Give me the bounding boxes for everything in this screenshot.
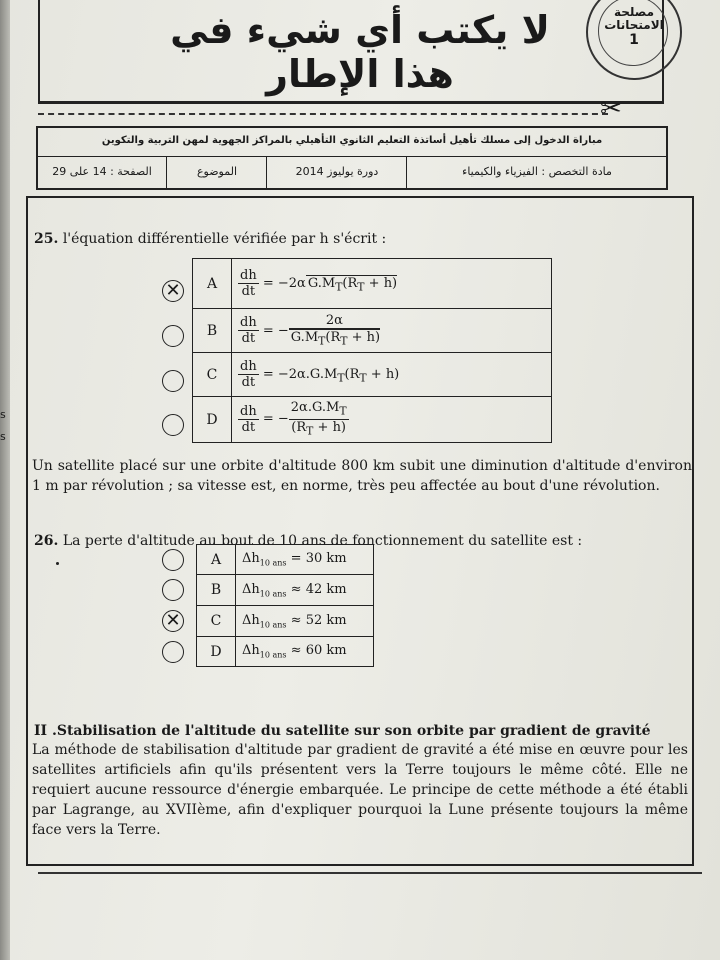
option-value-b: $\Delta h_{10 ans} \approx 42$ km <box>236 575 374 606</box>
q26-options-table <box>196 544 374 667</box>
option-row <box>197 545 374 575</box>
option-value-a: $\Delta h_{10 ans} = 30$ km <box>236 545 374 575</box>
option-row <box>193 309 552 353</box>
banner-title: لا يكتب أي شيء في هذا الإطار <box>170 8 550 96</box>
session-label: دورة يوليوز 2014 <box>266 156 407 188</box>
margin-mark: s <box>0 408 6 421</box>
specialty-label: مادة التخصص : الفيزياء والكيمياء <box>406 156 667 188</box>
answer-checkbox-26-c[interactable]: ✕ <box>162 610 184 632</box>
exam-title-line: مباراة الدخول إلى مسلك تأهيل أساتذة التعليم الثانوي التأهيلي بالمراكز الجهوية لمهن التربية والتكوين <box>38 128 666 157</box>
option-row <box>193 397 552 443</box>
question-text: l'équation différentielle vérifiée par h s'écrit : <box>62 231 387 247</box>
answer-checkbox-25-c[interactable] <box>162 370 184 392</box>
section-2-text: La méthode de stabilisation d'altitude par gradient de gravité a été mise en œuvre pour les satellites artificiels afin qu'ils présentent vers la Terre toujours le même côté. Elle ne requiert aucune ressource d'énergie embarquée. Le principe de cette méthode a été établi par Lagrange, au XVIIème, afin d'expliquer pourquoi la Lune présente toujours la même face vers la Terre. <box>32 742 688 838</box>
option-row <box>193 353 552 397</box>
margin-mark: s <box>0 430 6 443</box>
option-letter: B <box>197 575 236 606</box>
answer-checkbox-26-a[interactable] <box>162 549 184 571</box>
answer-checkbox-26-b[interactable] <box>162 579 184 601</box>
option-formula-b: $\frac{dh}{dt}$ = − $\frac{2\alpha}{G.M_T(R_T + h)}$ <box>232 309 552 353</box>
question-number: 26. <box>34 533 59 549</box>
page-number: الصفحة : 14 على 29 <box>52 165 152 178</box>
subject-label: الموضوع <box>166 156 267 188</box>
answer-checkbox-25-a[interactable]: ✕ <box>162 280 184 302</box>
answer-checkbox-25-b[interactable] <box>162 325 184 347</box>
option-letter: D <box>197 637 236 667</box>
q25-options-table <box>192 258 552 443</box>
exam-header <box>36 126 668 190</box>
answer-checkbox-26-d[interactable] <box>162 641 184 663</box>
question-number: 25. <box>34 231 59 247</box>
frame-shadow-line <box>38 872 702 874</box>
option-row <box>197 606 374 637</box>
option-value-d: $\Delta h_{10 ans} \approx 60$ km <box>236 637 374 667</box>
option-letter: D <box>193 397 232 443</box>
section-2-title: II .Stabilisation de l'altitude du satellite sur son orbite par gradient de gravité <box>34 723 651 739</box>
option-row <box>193 259 552 309</box>
option-row <box>197 637 374 667</box>
option-row <box>197 575 374 606</box>
cut-line <box>38 113 608 115</box>
scissors-icon: ✂ <box>600 94 622 124</box>
option-formula-a: $\frac{dh}{dt}$ = −2α $G.M_T(R_T + h)$ <box>232 259 552 309</box>
stray-dot <box>56 562 59 565</box>
option-formula-d: $\frac{dh}{dt}$ = − $\frac{2\alpha.G.M_T}{(R_T + h)}$ <box>232 397 552 443</box>
option-letter: C <box>197 606 236 637</box>
option-letter: C <box>193 353 232 397</box>
exam-service-stamp: مصلحة الامتحانات 1 <box>586 0 682 80</box>
do-not-write-banner <box>38 0 664 104</box>
satellite-paragraph: Un satellite placé sur une orbite d'altitude 800 km subit une diminution d'altitude d'environ 1 m par révolution ; sa vitesse est, en norme, très peu affectée au bout d'une révolution. <box>32 458 692 494</box>
page-binding-edge <box>0 0 10 960</box>
question-25 <box>34 230 386 248</box>
question-text: La perte d'altitude au bout de 10 ans de fonctionnement du satellite est : <box>62 533 583 549</box>
option-letter: B <box>193 309 232 353</box>
option-formula-c: $\frac{dh}{dt}$ = $-2\alpha.G.M_T(R_T + h)$ <box>232 353 552 397</box>
option-value-c: $\Delta h_{10 ans} \approx 52$ km <box>236 606 374 637</box>
option-letter: A <box>193 259 232 309</box>
option-letter: A <box>197 545 236 575</box>
answer-checkbox-25-d[interactable] <box>162 414 184 436</box>
